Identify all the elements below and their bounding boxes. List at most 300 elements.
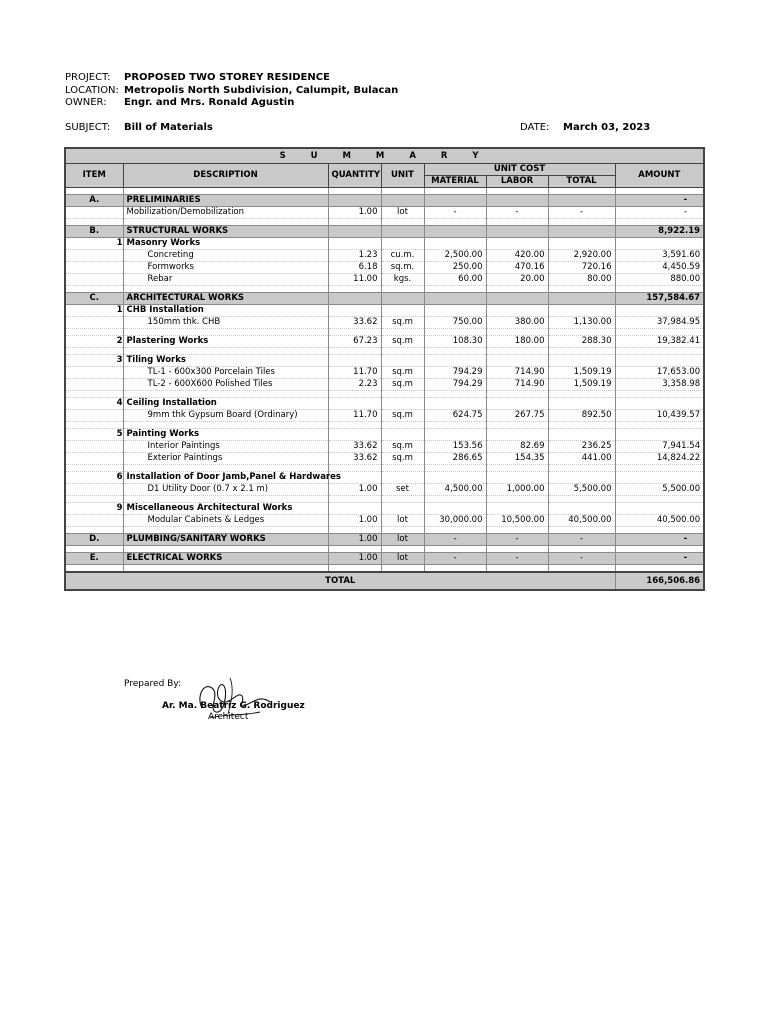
empty-cell xyxy=(424,422,486,429)
empty-cell xyxy=(548,465,615,472)
empty-cell xyxy=(486,565,548,573)
unit-cell: sq.m xyxy=(381,410,424,422)
material-cell: 624.75 xyxy=(424,410,486,422)
description-text: CHB Installation xyxy=(126,305,204,315)
empty-cell xyxy=(65,565,123,573)
empty-cell xyxy=(615,465,704,472)
empty-cell xyxy=(548,188,615,195)
total-cost-cell: 892.50 xyxy=(548,410,615,422)
empty-cell xyxy=(615,422,704,429)
col-description-header: DESCRIPTION xyxy=(123,164,328,188)
line-item-row xyxy=(65,336,704,348)
unit-cell: lot xyxy=(381,553,424,565)
subject-value: Bill of Materials xyxy=(124,122,213,133)
project-name: PROPOSED TWO STOREY RESIDENCE xyxy=(124,72,330,83)
material-cell: - xyxy=(424,553,486,565)
total-row xyxy=(65,572,704,590)
description-text: Installation of Door Jamb,Panel & Hardwares xyxy=(126,472,341,482)
total-cost-cell: 1,509.19 xyxy=(548,379,615,391)
owner-value: Engr. and Mrs. Ronald Agustin xyxy=(124,97,295,108)
quantity-cell: 11.70 xyxy=(328,367,381,379)
amount-cell: 19,382.41 xyxy=(615,336,704,348)
unit-cell xyxy=(381,355,424,367)
description-text: TL-1 - 600x300 Porcelain Tiles xyxy=(147,367,275,377)
date-value: March 03, 2023 xyxy=(563,122,651,133)
prepared-by-label: Prepared By: xyxy=(124,679,182,689)
total-cost-cell xyxy=(548,238,615,250)
unit-cell: sq.m xyxy=(381,317,424,329)
empty-cell xyxy=(123,422,328,429)
total-cost-cell: 236.25 xyxy=(548,441,615,453)
description-text: Formworks xyxy=(147,262,194,272)
line-item-row xyxy=(65,274,704,286)
empty-cell xyxy=(486,546,548,553)
empty-cell xyxy=(65,329,123,336)
amount-cell: 40,500.00 xyxy=(615,515,704,527)
labor-cell: 82.69 xyxy=(486,441,548,453)
empty-cell xyxy=(381,329,424,336)
empty-cell xyxy=(328,496,381,503)
unit-cell xyxy=(381,195,424,207)
description-text: Miscellaneous Architectural Works xyxy=(126,503,293,513)
empty-cell xyxy=(381,286,424,293)
material-cell xyxy=(424,472,486,484)
description-text: ARCHITECTURAL WORKS xyxy=(126,293,245,303)
unit-cell xyxy=(381,503,424,515)
total-cost-cell xyxy=(548,398,615,410)
quantity-cell xyxy=(328,429,381,441)
description-cell xyxy=(116,336,328,348)
total-cost-cell: 5,500.00 xyxy=(548,484,615,496)
unit-cell: lot xyxy=(381,207,424,219)
total-cost-cell xyxy=(548,503,615,515)
description-text: Modular Cabinets & Ledges xyxy=(147,515,265,525)
sub-item-number: 9 xyxy=(116,503,123,513)
material-cell: 4,500.00 xyxy=(424,484,486,496)
quantity-cell: 33.62 xyxy=(328,441,381,453)
empty-cell xyxy=(424,286,486,293)
description-cell xyxy=(123,274,328,286)
amount-cell: - xyxy=(615,534,704,546)
spacer-row xyxy=(65,565,704,573)
date-label: DATE: xyxy=(520,122,550,133)
empty-cell xyxy=(486,391,548,398)
project-label: PROJECT: xyxy=(65,72,111,83)
empty-cell xyxy=(486,348,548,355)
description-text: D1 Utility Door (0.7 x 2.1 m) xyxy=(147,484,269,494)
material-cell xyxy=(424,398,486,410)
amount-cell: - xyxy=(615,195,704,207)
quantity-cell: 33.62 xyxy=(328,317,381,329)
labor-cell xyxy=(486,293,548,305)
item-cell xyxy=(65,410,123,422)
labor-cell xyxy=(486,305,548,317)
amount-cell xyxy=(615,503,704,515)
quantity-cell: 33.62 xyxy=(328,453,381,465)
amount-cell: 7,941.54 xyxy=(615,441,704,453)
col-material-header: MATERIAL xyxy=(424,176,486,188)
col-item-header: ITEM xyxy=(65,164,123,188)
owner-label: OWNER: xyxy=(65,97,107,108)
total-cost-cell: 40,500.00 xyxy=(548,515,615,527)
group-row xyxy=(65,429,704,441)
amount-cell xyxy=(615,238,704,250)
unit-cell: sq.m. xyxy=(381,262,424,274)
amount-cell xyxy=(615,355,704,367)
empty-cell xyxy=(548,329,615,336)
material-cell: 108.30 xyxy=(424,336,486,348)
empty-cell xyxy=(486,219,548,226)
line-item-row xyxy=(65,262,704,274)
quantity-cell xyxy=(328,195,381,207)
total-cost-cell: 1,509.19 xyxy=(548,367,615,379)
labor-cell xyxy=(486,226,548,238)
group-row xyxy=(65,472,704,484)
item-cell xyxy=(65,250,123,262)
amount-cell: 880.00 xyxy=(615,274,704,286)
unit-cell: sq.m xyxy=(381,441,424,453)
total-cost-cell: 80.00 xyxy=(548,274,615,286)
description-cell xyxy=(123,515,328,527)
section-row xyxy=(65,226,704,238)
description-cell xyxy=(123,534,328,546)
description-cell xyxy=(123,250,328,262)
empty-cell xyxy=(486,329,548,336)
description-cell xyxy=(116,355,328,367)
empty-cell xyxy=(548,219,615,226)
header-row-1 xyxy=(65,164,704,176)
empty-cell xyxy=(65,527,123,534)
section-row xyxy=(65,293,704,305)
amount-cell: 157,584.67 xyxy=(615,293,704,305)
material-cell xyxy=(424,238,486,250)
empty-cell xyxy=(615,496,704,503)
quantity-cell xyxy=(328,238,381,250)
material-cell: 30,000.00 xyxy=(424,515,486,527)
quantity-cell xyxy=(328,355,381,367)
empty-cell xyxy=(548,422,615,429)
labor-cell: 420.00 xyxy=(486,250,548,262)
description-cell xyxy=(123,293,328,305)
empty-cell xyxy=(381,565,424,573)
total-cost-cell: 1,130.00 xyxy=(548,317,615,329)
total-cost-cell: 441.00 xyxy=(548,453,615,465)
description-cell xyxy=(116,305,328,317)
material-cell xyxy=(424,503,486,515)
empty-cell xyxy=(486,465,548,472)
labor-cell: 470.16 xyxy=(486,262,548,274)
item-cell xyxy=(65,274,123,286)
item-cell: D. xyxy=(65,534,123,546)
description-cell xyxy=(123,367,328,379)
empty-cell xyxy=(65,286,123,293)
spacer-row xyxy=(65,391,704,398)
description-cell xyxy=(116,238,328,250)
amount-cell: - xyxy=(615,553,704,565)
total-cost-cell xyxy=(548,429,615,441)
group-row xyxy=(65,503,704,515)
material-cell xyxy=(424,293,486,305)
description-text: TL-2 - 600X600 Polished Tiles xyxy=(147,379,273,389)
empty-cell xyxy=(486,496,548,503)
col-labor-header: LABOR xyxy=(486,176,548,188)
quantity-cell: 1.00 xyxy=(328,484,381,496)
empty-cell xyxy=(328,565,381,573)
quantity-cell xyxy=(328,503,381,515)
description-text: PRELIMINARIES xyxy=(126,195,201,205)
description-cell xyxy=(123,317,328,329)
empty-cell xyxy=(328,348,381,355)
description-cell xyxy=(123,379,328,391)
quantity-cell: 1.00 xyxy=(328,207,381,219)
empty-cell xyxy=(424,565,486,573)
description-text: Mobilization/Demobilization xyxy=(126,207,245,217)
line-item-row xyxy=(65,410,704,422)
empty-cell xyxy=(424,329,486,336)
spacer-row xyxy=(65,188,704,195)
spacer-row xyxy=(65,465,704,472)
empty-cell xyxy=(381,527,424,534)
quantity-cell: 11.70 xyxy=(328,410,381,422)
empty-cell xyxy=(123,188,328,195)
item-cell xyxy=(65,317,123,329)
empty-cell xyxy=(486,188,548,195)
empty-cell xyxy=(424,391,486,398)
empty-cell xyxy=(123,286,328,293)
line-item-row xyxy=(65,515,704,527)
description-text: Interior Paintings xyxy=(147,441,220,451)
labor-cell: 20.00 xyxy=(486,274,548,286)
group-row xyxy=(65,238,704,250)
item-cell xyxy=(65,207,123,219)
group-row xyxy=(65,305,704,317)
empty-cell xyxy=(123,219,328,226)
col-unit-header: UNIT xyxy=(381,164,424,188)
empty-cell xyxy=(123,527,328,534)
line-item-row xyxy=(65,317,704,329)
description-text: ELECTRICAL WORKS xyxy=(126,553,223,563)
line-item-row xyxy=(65,367,704,379)
description-text: 9mm thk Gypsum Board (Ordinary) xyxy=(147,410,298,420)
empty-cell xyxy=(381,391,424,398)
empty-cell xyxy=(328,391,381,398)
line-item-row xyxy=(65,484,704,496)
quantity-cell xyxy=(328,398,381,410)
empty-cell xyxy=(548,348,615,355)
total-cost-cell: - xyxy=(548,207,615,219)
labor-cell xyxy=(486,503,548,515)
empty-cell xyxy=(424,496,486,503)
total-cost-cell xyxy=(548,226,615,238)
description-text: Concreting xyxy=(147,250,194,260)
empty-cell xyxy=(486,422,548,429)
empty-cell xyxy=(615,188,704,195)
total-cost-cell: - xyxy=(548,534,615,546)
empty-cell xyxy=(65,219,123,226)
empty-cell xyxy=(424,188,486,195)
material-cell xyxy=(424,195,486,207)
unit-cell xyxy=(381,305,424,317)
material-cell: 750.00 xyxy=(424,317,486,329)
quantity-cell: 1.00 xyxy=(328,534,381,546)
description-cell xyxy=(116,398,328,410)
empty-cell xyxy=(381,422,424,429)
description-text: Ceiling Installation xyxy=(126,398,217,408)
labor-cell xyxy=(486,195,548,207)
empty-cell xyxy=(615,565,704,573)
material-cell: - xyxy=(424,534,486,546)
material-cell: - xyxy=(424,207,486,219)
amount-cell: 3,358.98 xyxy=(615,379,704,391)
amount-cell xyxy=(615,305,704,317)
labor-cell xyxy=(486,429,548,441)
quantity-cell: 1.23 xyxy=(328,250,381,262)
quantity-cell: 1.00 xyxy=(328,553,381,565)
empty-cell xyxy=(486,286,548,293)
amount-cell: 3,591.60 xyxy=(615,250,704,262)
amount-cell xyxy=(615,398,704,410)
amount-cell: 10,439.57 xyxy=(615,410,704,422)
total-cost-cell xyxy=(548,293,615,305)
description-cell xyxy=(116,472,341,484)
unit-cell xyxy=(381,429,424,441)
labor-cell: 154.35 xyxy=(486,453,548,465)
empty-cell xyxy=(328,546,381,553)
labor-cell: 714.90 xyxy=(486,379,548,391)
description-cell xyxy=(123,195,328,207)
material-cell xyxy=(424,429,486,441)
material-cell: 250.00 xyxy=(424,262,486,274)
amount-cell: 8,922.19 xyxy=(615,226,704,238)
preparer-name: Ar. Ma. Beatriz G. Rodriguez xyxy=(162,701,305,711)
unit-cell xyxy=(381,226,424,238)
labor-cell xyxy=(486,355,548,367)
empty-cell xyxy=(615,286,704,293)
quantity-cell: 67.23 xyxy=(328,336,381,348)
empty-cell xyxy=(424,527,486,534)
amount-cell xyxy=(615,472,704,484)
sub-item-number: 6 xyxy=(116,472,123,482)
quantity-cell xyxy=(328,226,381,238)
total-cost-cell xyxy=(548,305,615,317)
item-cell xyxy=(65,379,123,391)
empty-cell xyxy=(424,465,486,472)
preparer-title: Architect xyxy=(208,712,249,722)
empty-cell xyxy=(615,527,704,534)
quantity-cell xyxy=(328,305,381,317)
item-cell: C. xyxy=(65,293,123,305)
empty-cell xyxy=(615,546,704,553)
empty-cell xyxy=(328,286,381,293)
sub-item-number: 4 xyxy=(116,398,123,408)
material-cell xyxy=(424,226,486,238)
group-row xyxy=(65,355,704,367)
description-cell xyxy=(123,453,328,465)
sub-item-number: 2 xyxy=(116,336,123,346)
sub-item-number: 1 xyxy=(116,305,123,315)
description-cell xyxy=(116,429,328,441)
empty-cell xyxy=(123,391,328,398)
empty-cell xyxy=(65,465,123,472)
line-item-row xyxy=(65,453,704,465)
empty-cell xyxy=(548,546,615,553)
total-label: TOTAL xyxy=(65,572,615,590)
line-item-row xyxy=(65,379,704,391)
empty-cell xyxy=(65,422,123,429)
total-cost-cell: - xyxy=(548,553,615,565)
unit-cell xyxy=(381,398,424,410)
empty-cell xyxy=(381,188,424,195)
spacer-row xyxy=(65,422,704,429)
empty-cell xyxy=(548,565,615,573)
spacer-row xyxy=(65,546,704,553)
empty-cell xyxy=(328,527,381,534)
col-amount-header: AMOUNT xyxy=(615,164,704,188)
total-cost-cell xyxy=(548,472,615,484)
empty-cell xyxy=(123,496,328,503)
description-cell xyxy=(123,262,328,274)
labor-cell xyxy=(486,238,548,250)
item-cell xyxy=(65,515,123,527)
labor-cell xyxy=(486,472,548,484)
empty-cell xyxy=(123,546,328,553)
empty-cell xyxy=(123,348,328,355)
labor-cell: - xyxy=(486,534,548,546)
total-amount: 166,506.86 xyxy=(615,572,704,590)
empty-cell xyxy=(615,391,704,398)
description-text: Exterior Paintings xyxy=(147,453,223,463)
line-item-row xyxy=(65,441,704,453)
empty-cell xyxy=(486,527,548,534)
description-cell xyxy=(123,410,328,422)
empty-cell xyxy=(548,286,615,293)
empty-cell xyxy=(548,391,615,398)
unit-cell xyxy=(381,293,424,305)
material-cell: 794.29 xyxy=(424,367,486,379)
material-cell: 60.00 xyxy=(424,274,486,286)
labor-cell: 714.90 xyxy=(486,367,548,379)
empty-cell xyxy=(123,329,328,336)
item-cell xyxy=(65,453,123,465)
unit-cell: sq.m xyxy=(381,453,424,465)
labor-cell: 1,000.00 xyxy=(486,484,548,496)
labor-cell: 380.00 xyxy=(486,317,548,329)
sub-item-number: 3 xyxy=(116,355,123,365)
quantity-cell: 6.18 xyxy=(328,262,381,274)
total-cost-cell: 720.16 xyxy=(548,262,615,274)
material-cell: 153.56 xyxy=(424,441,486,453)
section-row xyxy=(65,534,704,546)
item-cell xyxy=(65,441,123,453)
section-row xyxy=(65,553,704,565)
material-cell: 2,500.00 xyxy=(424,250,486,262)
location-label: LOCATION: xyxy=(65,85,119,96)
description-text: Rebar xyxy=(147,274,173,284)
spacer-row xyxy=(65,286,704,293)
empty-cell xyxy=(381,219,424,226)
unit-cell: cu.m. xyxy=(381,250,424,262)
material-cell: 286.65 xyxy=(424,453,486,465)
material-cell xyxy=(424,355,486,367)
unit-cell xyxy=(381,238,424,250)
total-cost-cell xyxy=(548,355,615,367)
labor-cell: 180.00 xyxy=(486,336,548,348)
unit-cell: lot xyxy=(381,515,424,527)
item-cell xyxy=(65,484,123,496)
unit-cell: set xyxy=(381,484,424,496)
unit-cell: lot xyxy=(381,534,424,546)
empty-cell xyxy=(424,546,486,553)
